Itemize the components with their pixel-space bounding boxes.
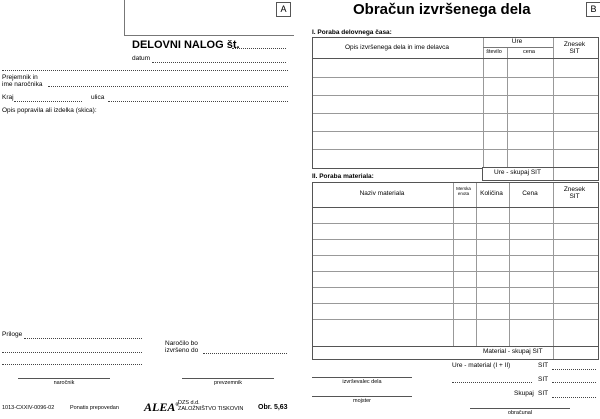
nalog-number-field[interactable] (232, 48, 286, 49)
total-line-field[interactable] (452, 382, 532, 383)
obracunal-label: obračunal (507, 410, 533, 416)
ure-skupaj-label: Ure - skupaj SIT (494, 169, 541, 176)
prejemnik-field-2[interactable] (48, 86, 288, 87)
mojster-label: mojster (352, 398, 372, 404)
izvrsevalec-label: izvrševalec dela (342, 379, 382, 385)
prevzemnik-label: prevzemnik (213, 380, 243, 386)
kraj-label: Kraj (2, 94, 14, 101)
alea-logo: ALEA® (144, 400, 180, 414)
obracun-title: Obračun izvršenega dela (353, 1, 531, 18)
znesek-material-header: Znesek SIT (563, 186, 586, 200)
mojster-signature-line[interactable] (312, 396, 412, 397)
obracunal-signature-line[interactable] (470, 408, 570, 409)
sit-field-2[interactable] (552, 382, 596, 383)
cena-material-header: Cena (522, 190, 538, 197)
naziv-materiala-header: Naziv materiala (359, 190, 405, 197)
opis-popravila-label: Opis popravila ali izdelka (skica): (2, 107, 97, 114)
narocnik-signature-line[interactable] (18, 378, 110, 379)
priloge-field-1[interactable] (24, 338, 142, 339)
obrazec-number: Obr. 5,63 (258, 404, 288, 411)
ponatis-note: Ponatis prepovedan (70, 405, 119, 411)
material-skupaj-label: Material - skupaj SIT (483, 348, 543, 355)
sit-label-1: SIT (538, 362, 549, 369)
section-2-heading: II. Poraba materiala: (312, 173, 374, 180)
narocilo-date-field[interactable] (203, 353, 287, 354)
izvrsevalec-signature-line[interactable] (312, 377, 412, 378)
narocnik-label: naročnik (53, 380, 75, 386)
corner-label-a: A (276, 2, 291, 17)
datum-field[interactable] (152, 62, 286, 63)
sit-label-3: SIT (538, 390, 549, 397)
address-window-bottom (124, 35, 294, 36)
corner-label-b: B (586, 2, 600, 17)
priloge-field-2[interactable] (2, 352, 142, 353)
stevilo-header: število (486, 49, 502, 55)
kolicina-header: Količina (480, 190, 503, 197)
skupaj-field[interactable] (552, 397, 596, 398)
ure-material-label: Ure - material (I + II) (452, 362, 511, 369)
sit-label-2: SIT (538, 376, 549, 383)
ulica-field[interactable] (108, 101, 288, 102)
section-1-heading: I. Poraba delovnega časa: (312, 29, 392, 36)
material-table (312, 182, 599, 348)
datum-label: datum (132, 55, 151, 62)
ure-material-field[interactable] (552, 369, 596, 370)
kraj-field[interactable] (14, 101, 82, 102)
delovni-nalog-title: DELOVNI NALOG št. (132, 39, 240, 51)
labor-table (312, 37, 599, 169)
prejemnik-label: Prejemnik in ime naročnika (2, 74, 43, 88)
priloge-field-3[interactable] (2, 364, 142, 365)
publisher-info: DZS d.d. ZALOŽNIŠTVO TISKOVIN (178, 400, 244, 412)
ulica-label: ulica (91, 94, 105, 101)
narocilo-label: Naročilo bo izvršeno do (165, 340, 199, 354)
prejemnik-field-1[interactable] (2, 70, 288, 71)
ure-header: Ure (511, 38, 523, 45)
material-skupaj-box[interactable] (312, 346, 599, 360)
skupaj-label: Skupaj (514, 390, 534, 397)
merska-enota-header: Merska enota (456, 186, 471, 196)
prevzemnik-signature-line[interactable] (182, 378, 274, 379)
address-window-edge (124, 0, 125, 35)
sketch-area[interactable] (2, 116, 289, 320)
cena-header: cena (523, 49, 535, 55)
priloge-label: Priloge (2, 331, 23, 338)
form-code: 1013-CXXIV-0096-02 (2, 405, 55, 411)
znesek-header: Znesek SIT (563, 41, 586, 55)
opis-dela-header: Opis izvršenega dela in ime delavca (344, 44, 450, 51)
